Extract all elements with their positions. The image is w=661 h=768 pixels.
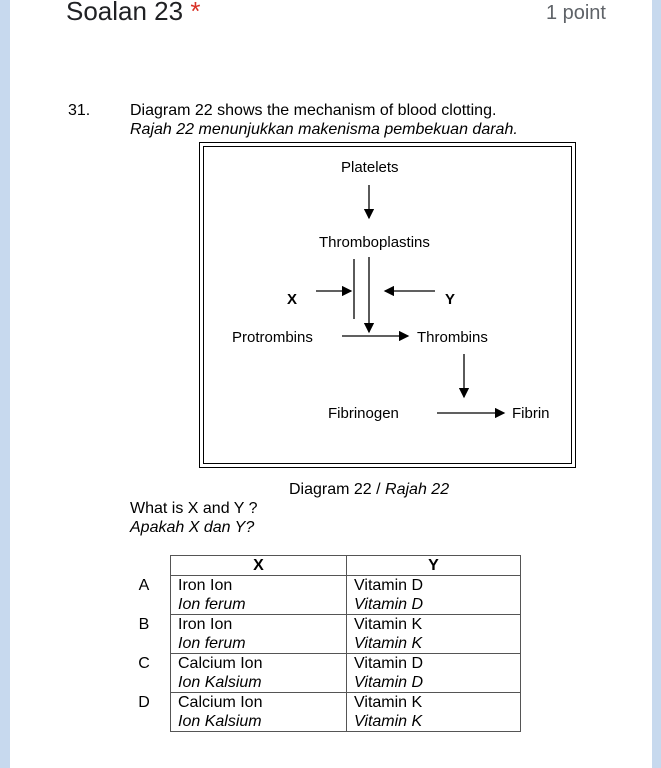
question-title bbox=[66, 0, 200, 27]
question-text-en: Diagram 22 shows the mechanism of blood clotting. bbox=[130, 102, 497, 119]
caption-en: Diagram 22 / bbox=[289, 481, 386, 498]
cell-x: Calcium Ion Ion Kalsium bbox=[171, 654, 347, 693]
label-fibrinogen: Fibrinogen bbox=[328, 405, 399, 422]
options-table bbox=[170, 555, 521, 732]
option-letter-c: C bbox=[138, 655, 150, 672]
label-x: X bbox=[287, 291, 298, 308]
question-text-ms: Rajah 22 menunjukkan makenisma pembekuan darah. bbox=[130, 121, 518, 138]
question-number: 31. bbox=[68, 102, 91, 119]
label-thromboplastins: Thromboplastins bbox=[319, 234, 430, 251]
caption-ms: Rajah 22 bbox=[385, 481, 450, 498]
cell-x: Iron Ion Ion ferum bbox=[171, 576, 347, 615]
blood-clotting-diagram bbox=[203, 146, 572, 464]
table-row bbox=[171, 693, 521, 732]
cell-x: Calcium Ion Ion Kalsium bbox=[171, 693, 347, 732]
diagram-caption bbox=[289, 481, 449, 499]
option-letter-d: D bbox=[138, 694, 150, 711]
label-fibrin: Fibrin bbox=[512, 405, 550, 422]
option-letter-b: B bbox=[138, 616, 150, 633]
header-x: X bbox=[171, 556, 347, 576]
cell-y: Vitamin D Vitamin D bbox=[347, 576, 521, 615]
table-header-row bbox=[171, 556, 521, 576]
question-points: 1 point bbox=[545, 2, 606, 24]
label-thrombins: Thrombins bbox=[417, 329, 488, 346]
required-asterisk: * bbox=[190, 0, 201, 26]
table-row bbox=[171, 576, 521, 615]
label-protrombins: Protrombins bbox=[232, 329, 313, 346]
cell-x: Iron Ion Ion ferum bbox=[171, 615, 347, 654]
cell-y: Vitamin K Vitamin K bbox=[347, 615, 521, 654]
question-title-text: Soalan 23 bbox=[66, 0, 184, 26]
label-y: Y bbox=[445, 291, 456, 308]
option-letter-a: A bbox=[138, 577, 150, 594]
label-platelets: Platelets bbox=[341, 159, 399, 176]
prompt-ms: Apakah X dan Y? bbox=[130, 519, 255, 536]
header-y: Y bbox=[347, 556, 521, 576]
question-card bbox=[10, 0, 652, 768]
cell-y: Vitamin K Vitamin K bbox=[347, 693, 521, 732]
prompt-en: What is X and Y ? bbox=[130, 500, 258, 517]
table-row bbox=[171, 615, 521, 654]
cell-y: Vitamin D Vitamin D bbox=[347, 654, 521, 693]
table-row bbox=[171, 654, 521, 693]
